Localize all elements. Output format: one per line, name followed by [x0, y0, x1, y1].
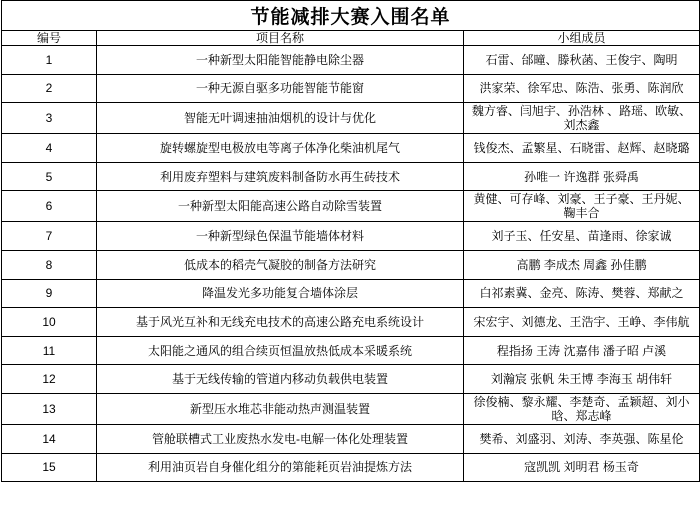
- table-row: [2, 365, 700, 394]
- project-name-cell: 新型压水堆芯非能动热声测温装置: [97, 393, 464, 424]
- row-number-cell: 7: [2, 222, 97, 251]
- project-name-cell: 基于无线传输的管道内移动负载供电装置: [97, 365, 464, 394]
- row-number-cell: 15: [2, 453, 97, 482]
- members-cell: 黄健、可存峰、刘豪、王子豪、王丹妮、鞠丰合: [464, 191, 700, 222]
- finalist-table: [1, 0, 700, 482]
- table-row: [2, 191, 700, 222]
- row-number-cell: 14: [2, 424, 97, 453]
- project-name-cell: 降温发光多功能复合墙体涂层: [97, 279, 464, 308]
- table-row: [2, 103, 700, 134]
- row-number-cell: 6: [2, 191, 97, 222]
- members-cell: 孙唯一 许逸群 张舜禹: [464, 162, 700, 191]
- table-row: [2, 222, 700, 251]
- row-number-cell: 12: [2, 365, 97, 394]
- members-cell: 程指扬 王涛 沈嘉伟 潘子昭 卢溪: [464, 336, 700, 365]
- col-header-members: 小组成员: [464, 31, 700, 46]
- project-name-cell: 基于风光互补和无线充电技术的高速公路充电系统设计: [97, 308, 464, 337]
- project-name-cell: 管舱联槽式工业废热水发电-电解一体化处理装置: [97, 424, 464, 453]
- row-number-cell: 3: [2, 103, 97, 134]
- header-row: [2, 31, 700, 46]
- row-number-cell: 5: [2, 162, 97, 191]
- members-cell: 寇凯凯 刘明君 杨玉奇: [464, 453, 700, 482]
- row-number-cell: 1: [2, 46, 97, 75]
- project-name-cell: 利用废弃塑料与建筑废料制备防水再生砖技术: [97, 162, 464, 191]
- row-number-cell: 4: [2, 134, 97, 163]
- members-cell: 魏方睿、闫旭宇、孙浩林 、路瑶、欧敏、刘杰鑫: [464, 103, 700, 134]
- row-number-cell: 9: [2, 279, 97, 308]
- project-name-cell: 一种新型太阳能智能静电除尘器: [97, 46, 464, 75]
- table-row: [2, 336, 700, 365]
- table-body: [2, 46, 700, 482]
- project-name-cell: 一种新型太阳能高速公路自动除雪装置: [97, 191, 464, 222]
- page-title: 节能减排大赛入围名单: [2, 1, 700, 31]
- table-row: [2, 74, 700, 103]
- project-name-cell: 智能无叶调速抽油烟机的设计与优化: [97, 103, 464, 134]
- members-cell: 樊希、刘盛羽、刘涛、李英强、陈星伦: [464, 424, 700, 453]
- row-number-cell: 10: [2, 308, 97, 337]
- project-name-cell: 利用油页岩自身催化组分的第能耗页岩油提炼方法: [97, 453, 464, 482]
- col-header-project: 项目名称: [97, 31, 464, 46]
- col-header-no: 编号: [2, 31, 97, 46]
- table-row: [2, 162, 700, 191]
- project-name-cell: 低成本的稻壳气凝胶的制备方法研究: [97, 250, 464, 279]
- project-name-cell: 一种无源自驱多功能智能节能窗: [97, 74, 464, 103]
- row-number-cell: 2: [2, 74, 97, 103]
- table-row: [2, 453, 700, 482]
- row-number-cell: 8: [2, 250, 97, 279]
- members-cell: 刘子玉、任安星、苗逢雨、徐家诚: [464, 222, 700, 251]
- members-cell: 洪家荣、徐军忠、陈浩、张勇、陈润欣: [464, 74, 700, 103]
- members-cell: 石雷、邰曈、滕秋菡、王俊宇、陶明: [464, 46, 700, 75]
- members-cell: 徐俊楠、黎永耀、李楚奇、孟颖超、刘小晗、郑志峰: [464, 393, 700, 424]
- table-row: [2, 279, 700, 308]
- project-name-cell: 太阳能之通风的组合续页恒温放热低成本采暖系统: [97, 336, 464, 365]
- row-number-cell: 11: [2, 336, 97, 365]
- row-number-cell: 13: [2, 393, 97, 424]
- project-name-cell: 旋转螺旋型电极放电等离子体净化柴油机尾气: [97, 134, 464, 163]
- members-cell: 宋宏宇、刘德龙、王浩宇、王峥、李伟航: [464, 308, 700, 337]
- table-row: [2, 393, 700, 424]
- table-row: [2, 134, 700, 163]
- table-row: [2, 308, 700, 337]
- members-cell: 白祁素冀、金亮、陈涛、樊蓉、郑献之: [464, 279, 700, 308]
- members-cell: 刘瀚宸 张帆 朱王博 李海玉 胡伟轩: [464, 365, 700, 394]
- members-cell: 高鹏 李成杰 周鑫 孙佳鹏: [464, 250, 700, 279]
- title-row: [2, 1, 700, 31]
- members-cell: 钱俊杰、孟繁星、石晓雷、赵辉、赵晓璐: [464, 134, 700, 163]
- table-row: [2, 46, 700, 75]
- table-row: [2, 424, 700, 453]
- table-row: [2, 250, 700, 279]
- project-name-cell: 一种新型绿色保温节能墙体材料: [97, 222, 464, 251]
